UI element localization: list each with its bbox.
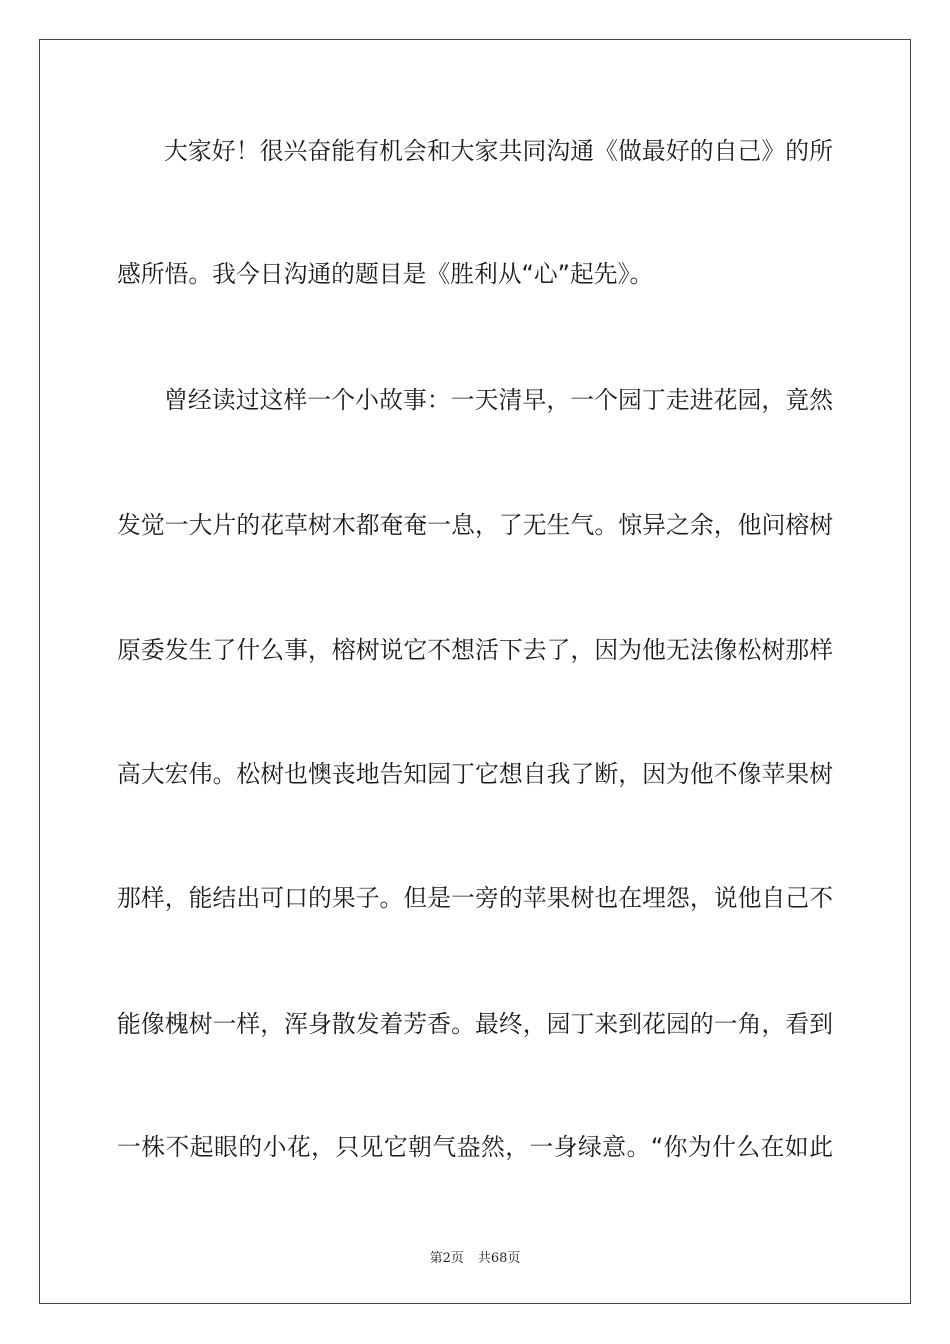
paragraph-2-line-5: 那样，能结出可口的果子。但是一旁的苹果树也在埋怨，说他自己不 bbox=[117, 884, 833, 912]
paragraph-2-line-4: 高大宏伟。松树也懊丧地告知园丁它想自我了断，因为他不像苹果树 bbox=[117, 760, 833, 788]
paragraph-2-line-2: 发觉一大片的花草树木都奄奄一息，了无生气。惊异之余，他问榕树 bbox=[117, 511, 833, 539]
page-border bbox=[39, 39, 911, 1304]
page-number: 第2页 bbox=[429, 1251, 464, 1266]
paragraph-2-line-7: 一株不起眼的小花，只见它朝气盎然，一身绿意。“你为什么在如此 bbox=[117, 1133, 833, 1161]
paragraph-1-line-1: 大家好！很兴奋能有机会和大家共同沟通《做最好的自己》的所 bbox=[164, 137, 833, 165]
paragraph-2-line-1: 曾经读过这样一个小故事：一天清早，一个园丁走进花园，竟然 bbox=[164, 386, 833, 414]
page-footer bbox=[0, 1247, 950, 1266]
paragraph-1-line-2: 感所悟。我今日沟通的题目是《胜利从“心”起先》。 bbox=[117, 260, 654, 288]
paragraph-2-line-6: 能像槐树一样，浑身散发着芳香。最终，园丁来到花园的一角，看到 bbox=[117, 1010, 833, 1038]
paragraph-2-line-3: 原委发生了什么事，榕树说它不想活下去了，因为他无法像松树那样 bbox=[117, 636, 833, 664]
page-total: 共68页 bbox=[477, 1251, 521, 1266]
